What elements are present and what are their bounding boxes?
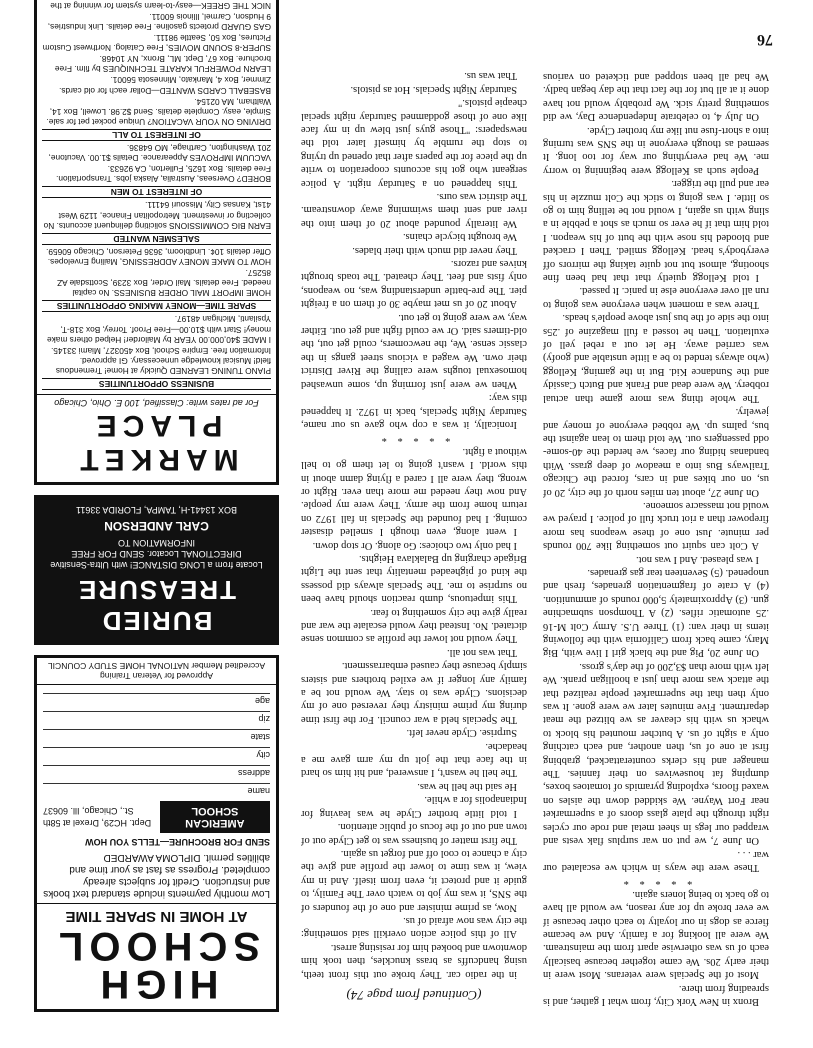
classified-listing: HOME IMPORT MAIL ORDER BUSINESS. No capital needed. Free details. Mail Order, Box 3239, Scottsdale AZ 85257. xyxy=(57,268,271,299)
form-field-state[interactable]: state xyxy=(43,729,270,743)
classified-listing: SUPER-8 SOUND MOVIES, Free Catalog. Northwest Custom Pictures, Box 50, Seattle 98111. xyxy=(42,33,271,54)
classified-listing: BASEBALL CARDS WANTED—Dollar each for old cards. Zimmer, Box 4, Mankato, Minnesota 56001. xyxy=(59,75,271,96)
high-school-title xyxy=(37,924,276,1009)
classified-listing: DRIVING ON YOUR VACATION? Unique pocket pet for sale. Simple, easy. Complete details. Send $2.98. Lowell, Box 14, Waltham, MA 02154. xyxy=(46,96,271,127)
article-paragraph: The first matter of business was to get Clyde out of town and out of the focus of public attention. xyxy=(301,821,527,846)
article-paragraph: This impetuous, dumb reaction should have been no surprise to me. The Specials always did possess the kind of pigheaded mentality that sent the Light Brigade charging up Balaklava Heights. xyxy=(301,553,527,605)
article-paragraph: I was pleased. And I was not. xyxy=(635,553,759,565)
classified-listing: BORED? Overseas, Australia, Alaska jobs. Transportation. Free details. Box 1625, Fullerton, CA 92633. xyxy=(56,164,271,185)
continued-from-label: (Continued from page 74) xyxy=(346,988,482,1003)
form-field-zip[interactable]: zip xyxy=(43,711,270,725)
article-paragraph: Ironically, it was a cop who gave us our name, Saturday Night Specials, back in 1972. It happened this way: xyxy=(301,392,527,430)
high-school-address-row xyxy=(43,801,270,833)
high-school-ad[interactable] xyxy=(34,655,279,1012)
american-school-logo: AMERICAN SCHOOL xyxy=(160,801,270,833)
classified-listing: HOW TO MAKE MONEY ADDRESSING, Mailing Envelopes. Offer details 10¢. Lindbloom, 3636 Peterson, Chicago 60659. xyxy=(46,246,271,267)
article-paragraph: A Colt can squirt out something like 700 rounds per minute. Just one of these weapons has more firepower than a riot truck full of police. I prayed we would not massacre someone. xyxy=(543,499,769,552)
article-paragraph: He said the hell he was. xyxy=(417,780,517,792)
article-paragraph: Saturday Night Specials. Hot as pistols. xyxy=(350,83,517,95)
article-paragraph: Now, as prime minister and one of the founders of the SNS, it was my job to watch over The Family, to guide it and protect it, even from itself. And in my view, it was time to lower the profile and give the city a chance to cool off and forget us again. xyxy=(301,847,527,913)
buried-treasure-title: BURIED TREASURE xyxy=(77,575,237,636)
classified-listing: VACUUM IMPROVES Appearance. Details $1.00. Vacutone, 201 Washington, Carthage, MO 64836. xyxy=(48,143,271,164)
article-paragraph: Surprise. Clyde never left. xyxy=(406,727,517,739)
classified-category: BUSINESS OPPORTUNITIES xyxy=(42,378,271,390)
classified-listing: NICK THE GREEK—easy-to-learn system for winning at the xyxy=(50,0,271,11)
market-place-listings xyxy=(37,0,276,394)
buried-treasure-ad[interactable] xyxy=(34,495,279,645)
buried-treasure-body: Locate from a LONG DISTANCE! with Ultra-Sensitive DIRECTIONAL Locator. SEND FOR FREE INFORMATION TO xyxy=(50,538,263,570)
high-school-title-line-2: SCHOOL xyxy=(52,924,261,968)
classified-listing: PIANO TUNING LEARNED Quickly at Home! Tremendous field! Musical knowledge unnecessary. GI approved. Information free. Empire School, Box 450327, Miami 33145. xyxy=(51,345,271,376)
article-paragraph: All of this police action overkill said something: the city was now afraid of us. xyxy=(301,914,527,940)
buried-treasure-panel xyxy=(37,498,276,642)
article-paragraph: About 20 of us met maybe 30 of them on a freight pier. The pre-battle understanding was, no weapons, only fists and feet. They cheated. The toads brought knives and razors. xyxy=(301,258,527,310)
classified-category: SALESMEN WANTED xyxy=(42,233,271,245)
article-paragraph: I went along, even though I smelled disaster coming. I had founded the Specials in fall 1972 on return home from the army. They were my people. And now they needed me more than ever. Right or wrong, they were all I cared a flying damn about in this world. I wasn't going to let them go to hell without a fight. xyxy=(301,445,527,538)
high-school-footer xyxy=(37,658,276,685)
article-paragraph: The hell he wasn't, I answered, and hit him so hard in the face that the jolt up my arm gave me a headache. xyxy=(301,740,527,779)
form-field-name[interactable]: name xyxy=(43,783,270,797)
high-school-footer-line-1: Approved for Veteran Training xyxy=(100,671,213,681)
article-paragraph: These were the ways in which we escalated our war . . . xyxy=(543,848,769,873)
article-paragraph: in the radio car. They broke out this front teeth, using handcuffs as brass knuckles, then took him downtown and booked him for resisting arrest. xyxy=(301,941,527,980)
article-paragraph: There was a moment when everyone was going to run all over everyone else in panic. It passed. xyxy=(543,285,769,310)
article-paragraph: When we were just forming up, some unwashed homosexual toughs were calling the River District their own. We waged a vicious street gangs in the classic sense. We, the newcomers, could get out, the old-timers said. Or we could fight and get out. Either way, we were going to get out. xyxy=(301,311,527,390)
form-field-city[interactable]: city xyxy=(43,747,270,761)
article-paragraph: They never did much with their blades. xyxy=(352,244,517,256)
article-paragraph xyxy=(301,68,527,69)
page-number: 76 xyxy=(757,31,773,48)
classified-listing: LEARN POWERFUL KARATE TECHNIQUES by film. Free brochure. Box 67, Dept. ML, Bronx, NY 10468. xyxy=(54,54,271,75)
form-field-address[interactable]: address xyxy=(43,765,270,779)
article-paragraph: People such as Kellogg were beginning to worry me. We had everything our way for too long. It seemed as though everyone in the SNS was turning into a short-fuse nut like my brother Clyde. xyxy=(543,124,769,176)
classified-listing: I MADE $40,000.00 YEAR by Mailorder! Helped others make money! Start with $10.00—Free Proof. Torrey, Box 318-T, Ypsilanti, Michigan 48197. xyxy=(47,314,271,345)
article-paragraph: We literally pounded about 20 of them into the river and sent them swimming away downstream. The district was ours. xyxy=(301,191,527,229)
ads-column xyxy=(34,0,279,1012)
high-school-address: Dept. HC29, Drexel at 58th St., Chicago, Ill. 60637 xyxy=(43,806,152,828)
article-paragraph: * * * * * xyxy=(377,432,451,444)
article-column-left xyxy=(543,68,769,1008)
form-field-age[interactable]: age xyxy=(43,693,270,707)
article-paragraph: That was not all. xyxy=(447,646,517,658)
market-place-ad xyxy=(34,0,279,485)
high-school-form[interactable] xyxy=(43,693,270,797)
classified-category: SPARE TIME—MONEY MAKING OPPORTUNITIES xyxy=(42,300,271,312)
article-paragraph: On June 27, about ten miles north of the city, 20 of us, on our bikes and in cars, forced the Chicago Trailways Bus into a meadow of deep grass. With bandanas hiding our faces, we herded the 40-some-odd passengers out. We told them to lean against the bus, palms up. We robbed everyone of money and jewelry. xyxy=(543,406,769,498)
buried-treasure-name: CARL ANDERSON xyxy=(104,519,209,533)
article-paragraph: That was us. xyxy=(464,70,517,82)
article-paragraph: The whole thing was more game than actual robbery. We were dead and Frank and Butch Cassidy and the Sundance Kid. But in the gaming, Kellogg (who always tended to be a little unstable and goofy) was carried away. He let out a rebel yell of exultation. Then he tossed a full magazine of .25s into the side of the bus just above people's heads. xyxy=(543,312,769,404)
article-paragraph: On July 4, to celebrate Independence Day, we did something pretty sick. We probably would not have done it at all but for the fact that the day began badly. We had all been stopped and ticketed on various xyxy=(543,70,769,123)
article-paragraph: Most of the Specials were veterans. Most were in their early 20s. We came together because basically each of us was otherwise apart from the mainstream. We were all looking for a family. And we became fierce as dogs in our loyalty to each other because if we ever broke up for any reason, we would all have to go back to being loners again. xyxy=(543,888,769,981)
article-paragraph: I had only two choices: Go along. Or stop down. xyxy=(312,539,517,551)
classified-listing: GAS GUARD protects gasoline. Free details. Link Industries, 9 Hudson, Carmel, Illinois 60011. xyxy=(47,11,271,32)
article-paragraph: On June 7, we put on war surplus flak vests and wrapped our legs in sheet metal and rode our cycles right through the plate glass doors of a supermarket near Fort Wayne. We skidded down the aisles on waxed floors, exploding pyramids of tomatoes boxes, dumping fat housewives on their fannies. The manager and his clerks counterattacked, grabbing first at one of us, then another, and each catching only a sight of us. A butcher mounted his block to whack us with his cleaver as we blitzed the meat department. Five minutes later we were gone. It was only then that the supermarket people realized that the attack was more than just a hoolligan prank. We left with more than $3,200 of the day's gross. xyxy=(543,660,769,847)
buried-treasure-address: BOX 13441-H, TAMPA, FLORIDA 33611 xyxy=(76,505,237,515)
high-school-description: Low monthly payments include standard text books and instruction. Credit for subjects already completed. Progress as fast as your time and abilities permit. DIPLOMA AWARDED xyxy=(43,852,270,899)
high-school-cta: SEND FOR BROCHURE—TELLS YOU HOW xyxy=(85,837,270,847)
classified-category: OF INTEREST TO MEN xyxy=(42,186,271,198)
article-paragraph: They would not lower the profile as common sense dictated. No. Instead they would escalate the war and really give the city something to fear. xyxy=(301,606,527,645)
classified-listing: EARN BIG COMMISSIONS soliciting delinquent accounts. No collecting or investment. Metropolitan Finance, 1129 West 41st, Kansas City, Missouri 64111. xyxy=(43,200,271,231)
article-column-middle xyxy=(301,68,527,1008)
article-paragraph: This happened on a Saturday night. A police sergeant who got his accounts cooperation to write up the piece for the papers after that opened up trying to stop the rumble by himself later told the newspapers: "Those guys just blew up in my face like one of those goddamned Saturday night special cheapie pistols." xyxy=(301,97,527,189)
market-place-subtitle: For ad rates write: Classified, 100 E. Ohio, Chicago xyxy=(37,394,276,408)
high-school-body xyxy=(37,685,276,903)
article-paragraph: I told little brother Clyde he was leaving for Indianapolis for a while. xyxy=(301,794,527,819)
article-paragraph: * * * * * xyxy=(619,875,693,887)
market-place-title: MARKET PLACE xyxy=(74,409,239,476)
article-paragraph: We brought bicycle chains. xyxy=(402,231,517,243)
article-paragraph: The Specials held a war council. For the first time during my prime ministry they reversed one of my decisions. Clyde was to stay. We would not be a family any longer if we exiled brothers and sisters simply because they caused embarrassment. xyxy=(301,660,527,725)
article-paragraph: I told Kellogg quietly that that had been fine shooting, almost but not quite taking the mirrors off everybody's head. Kellogg smiled. Then I cracked and blooded his nose with the butt of his weapon. I told him that if he ever so much as shot a pebble in a sling with us again, I would not be telling him to go so little. I was going to stick the Colt muzzle in his ear and pull the trigger. xyxy=(543,178,769,284)
classified-category: OF INTEREST TO ALL xyxy=(42,129,271,141)
article-paragraph: Bronx in New York City, from what I gather, and is spreading from there. xyxy=(543,982,769,1007)
high-school-title-line-1: HIGH xyxy=(94,962,219,1006)
article-paragraph: On June 20, Pig and the black girl I live with, Big Mary, came back from California with the following items in their van: (1) Three U.S. Army Colt M-16 .25 automatic rifles. (2) A Thompson submachine gun. (3) Approximately 5,000 rounds of ammunition. (4) A crate of fragmentation grenades, fresh and unopened. (5) Seventeen tear gas grenades. xyxy=(543,567,769,659)
high-school-subtitle: AT HOME IN SPARE TIME xyxy=(37,903,276,927)
high-school-footer-line-2: Accredited Member NATIONAL HOME STUDY COUNCIL xyxy=(47,661,266,671)
